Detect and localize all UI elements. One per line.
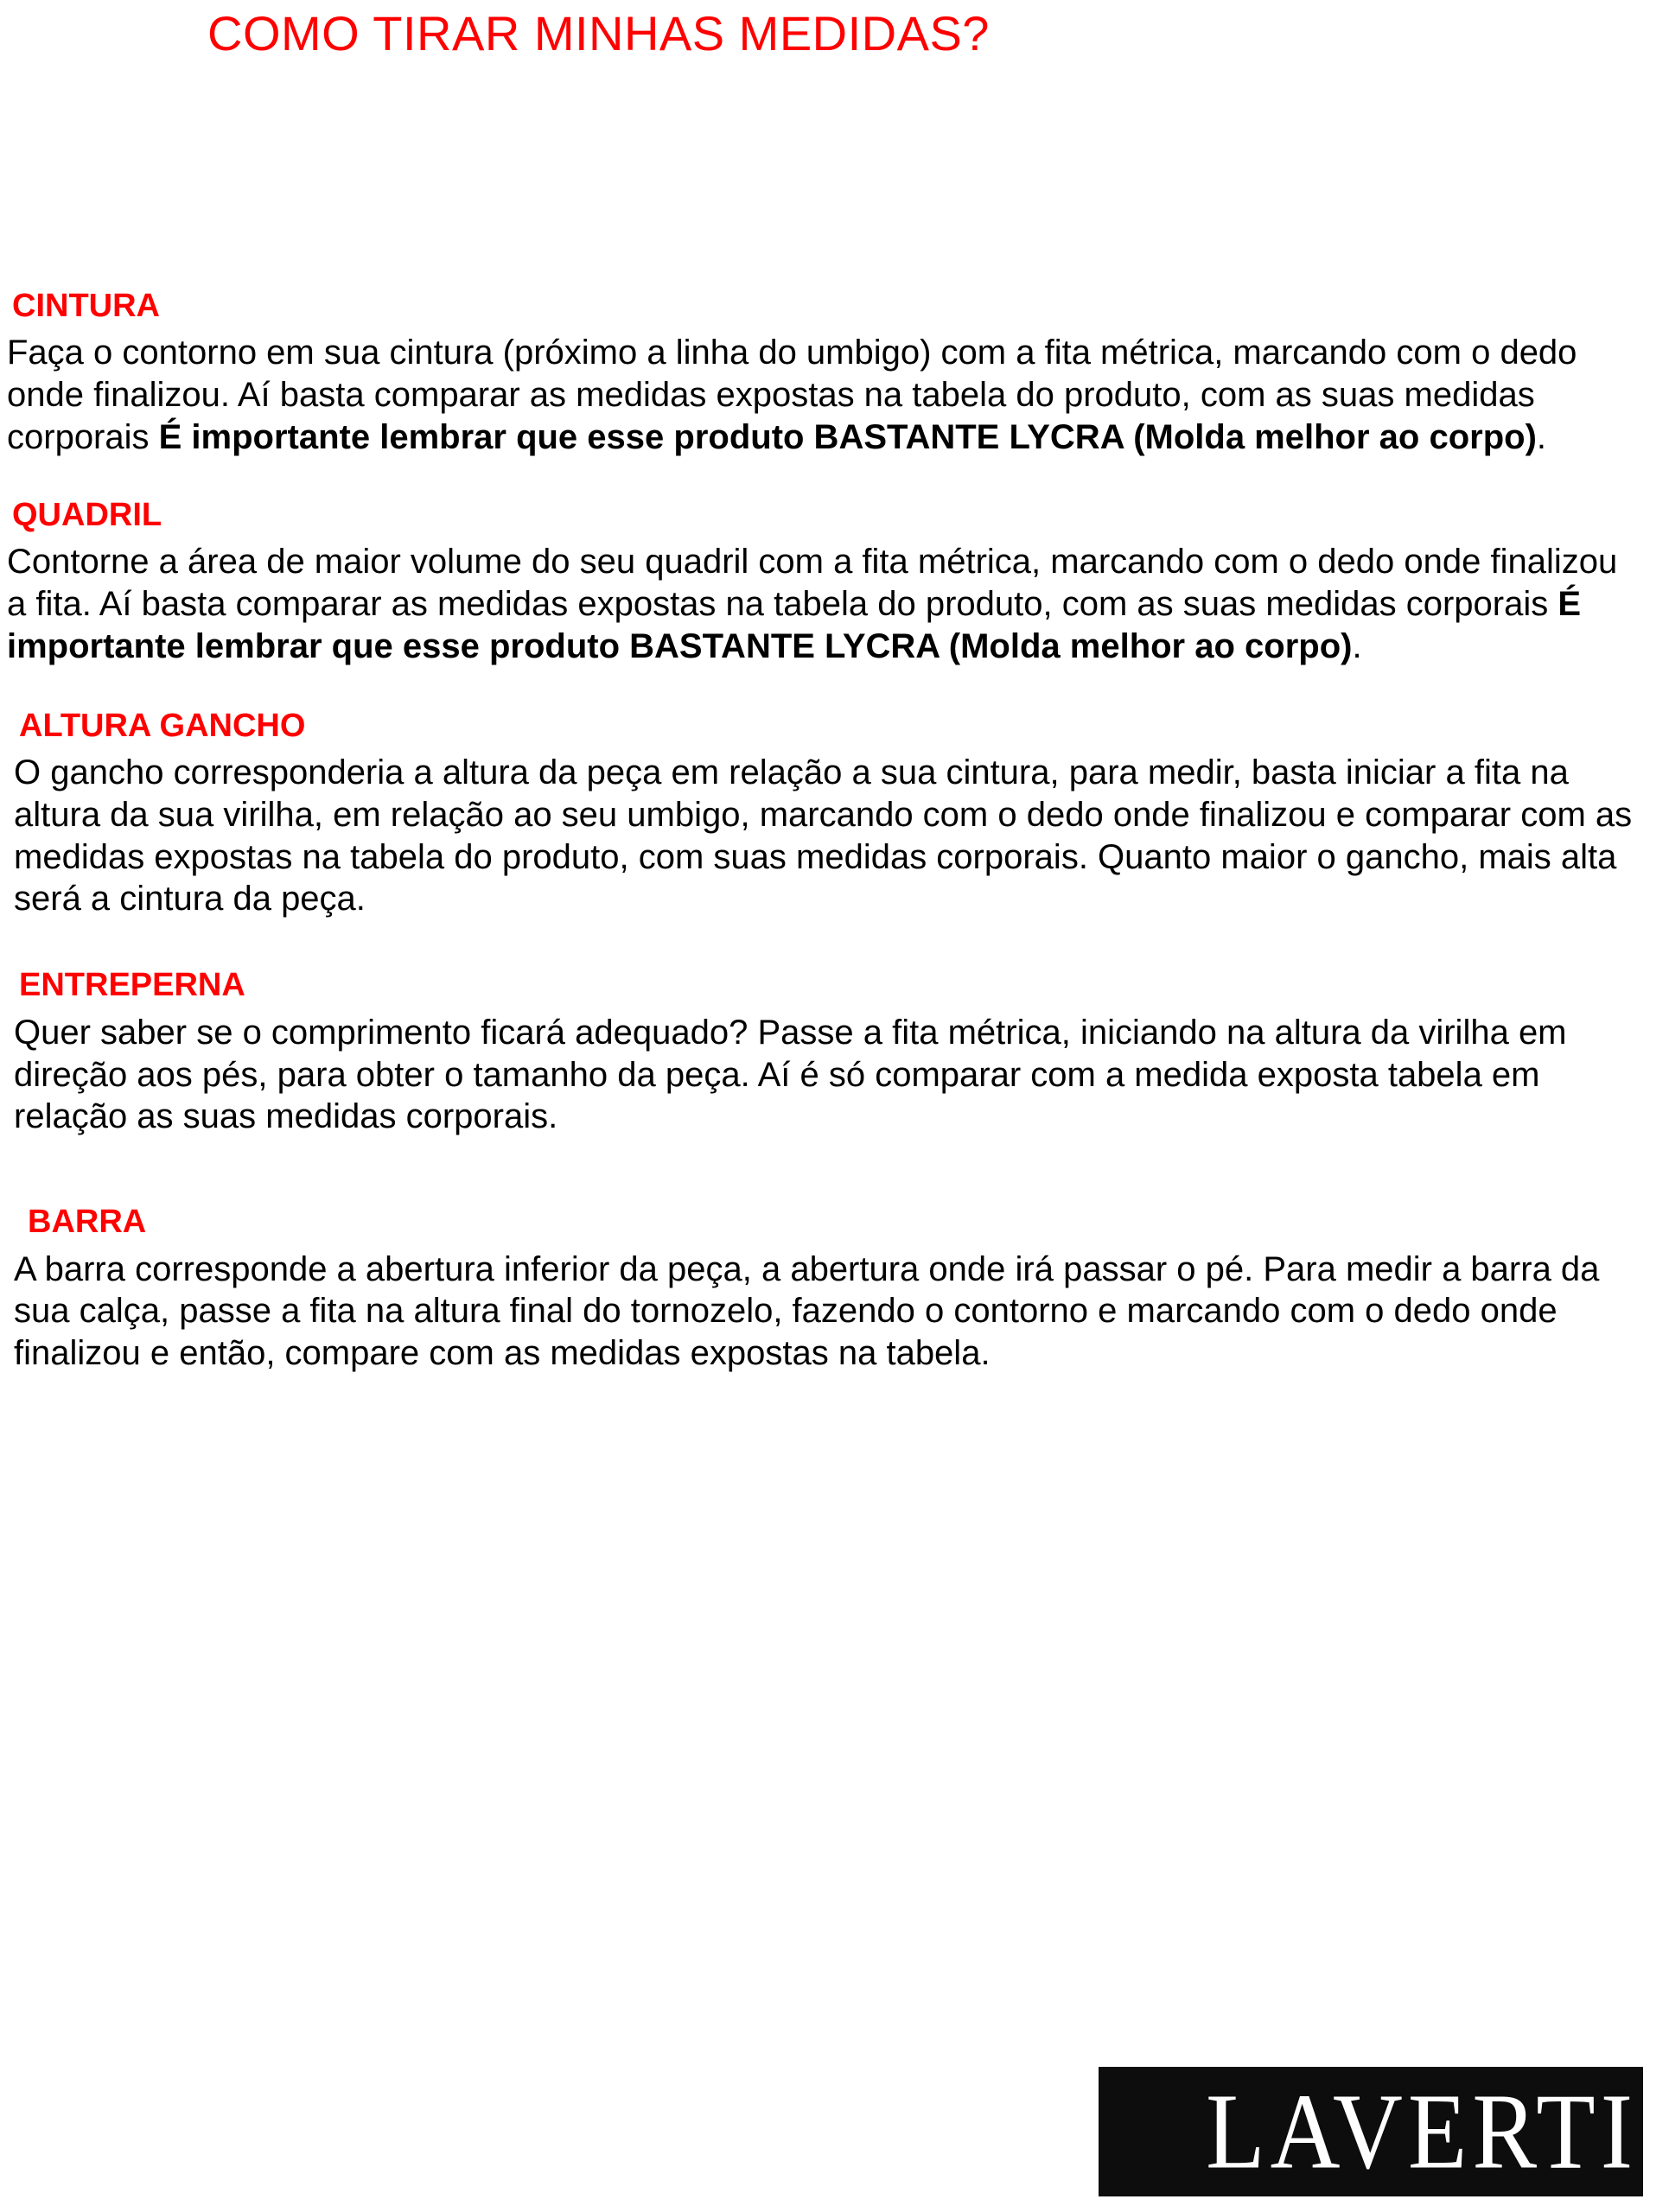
section-body-altura-gancho: O gancho corresponderia a altura da peça em relação a sua cintura, para medir, basta iniciar a fita na altura da sua virilha, em relação ao seu umbigo, marcando com o dedo onde finalizou e comparar com as medidas expostas na tabela do produto, com suas medidas corporais. Quanto maior o gancho, mais alta será a cintura da peça.: [14, 753, 1633, 918]
brand-logo: [1099, 2067, 1643, 2196]
document-content: [0, 286, 1669, 1375]
section-heading-quadril: QUADRIL: [12, 496, 162, 533]
section-body-cintura: Faça o contorno em sua cintura (próximo a linha do umbigo) com a fita métrica, marcando com o dedo onde finalizou. Aí basta comparar as medidas expostas na tabela do produto, com as suas medidas corporais É importante lembrar que esse produto BASTANTE LYCRA (Molda melhor ao corpo).: [7, 334, 1577, 456]
brand-logo-text: LAVERTI: [1206, 2071, 1638, 2192]
section-quadril: [7, 495, 1645, 668]
section-body-barra: A barra corresponde a abertura inferior da peça, a abertura onde irá passar o pé. Para medir a barra da sua calça, passe a fita na altura final do tornozelo, fazendo o contorno e marcando com o dedo onde finalizou e então, compare com as medidas expostas na tabela.: [14, 1249, 1600, 1373]
section-heading-entreperna: ENTREPERNA: [19, 967, 245, 1004]
section-heading-cintura: CINTURA: [12, 287, 160, 324]
section-entreperna: [7, 965, 1645, 1138]
section-cintura: [7, 286, 1645, 459]
section-altura-gancho: [7, 706, 1645, 921]
section-heading-barra: BARRA: [28, 1204, 147, 1241]
section-heading-altura-gancho: ALTURA GANCHO: [19, 707, 306, 744]
page-title: COMO TIRAR MINHAS MEDIDAS?: [207, 6, 990, 60]
section-barra: [7, 1202, 1645, 1375]
section-body-entreperna: Quer saber se o comprimento ficará adequado? Passe a fita métrica, iniciando na altura da virilha em direção aos pés, para obter o tamanho da peça. Aí é só comparar com a medida exposta tabela em relação as suas medidas corporais.: [14, 1013, 1567, 1136]
section-body-quadril: Contorne a área de maior volume do seu quadril com a fita métrica, marcando com o dedo onde finalizou a fita. Aí basta comparar as medidas expostas na tabela do produto, com as suas medidas corporais É importante lembrar que esse produto BASTANTE LYCRA (Molda melhor ao corpo).: [7, 543, 1618, 665]
